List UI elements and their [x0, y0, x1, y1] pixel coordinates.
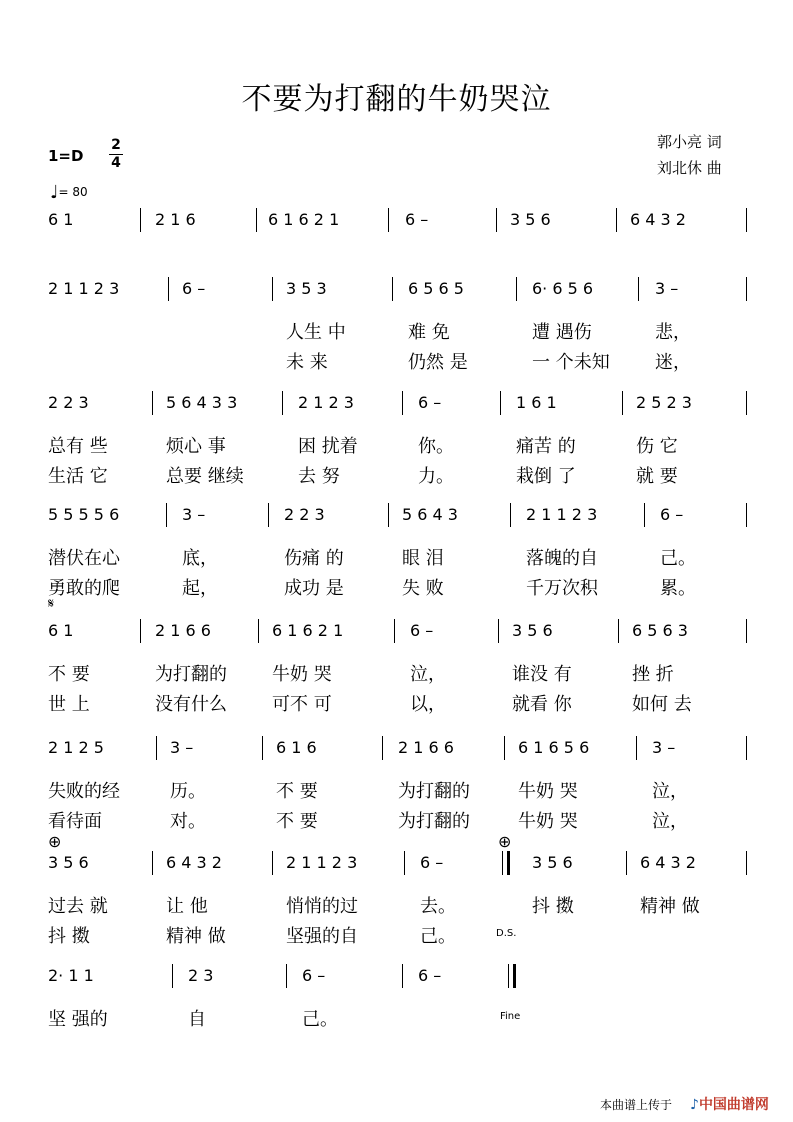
lyrics-verse-1	[0, 318, 793, 344]
lyrics-verse-1	[0, 660, 793, 686]
lyric-segment: 泣，	[652, 811, 688, 832]
measure-notes: 6 –	[182, 279, 206, 298]
measure-notes: 2 1 1 2 3	[526, 505, 598, 524]
measure-notes: 3 5 3	[286, 279, 327, 298]
measure-notes: 6 1 6 2 1	[268, 210, 340, 229]
measure-notes: 6 –	[420, 853, 444, 872]
measure-notes: 3 –	[182, 505, 206, 524]
lyric-segment: 伤 它	[636, 436, 678, 457]
lyrics-verse-1	[0, 544, 793, 570]
lyric-segment: 泣，	[652, 781, 688, 802]
notes-row	[0, 738, 793, 764]
measure-notes: 6 –	[660, 505, 684, 524]
time-signature-top: 2	[111, 137, 121, 153]
lyric-segment: 悄悄的过	[286, 896, 358, 917]
measure-notes: 6 –	[302, 966, 326, 985]
coda-mark: ⊕	[498, 832, 512, 851]
measure-notes: 6 1	[48, 210, 74, 229]
measure-notes: 3 5 6	[532, 853, 573, 872]
measure-notes: 2 1 6 6	[155, 621, 211, 640]
measure-notes: 6 1	[48, 621, 74, 640]
lyric-segment: 底，	[182, 548, 218, 569]
measure-notes: 2 2 3	[284, 505, 325, 524]
notes-row	[0, 505, 793, 531]
lyric-segment: 对。	[170, 811, 206, 832]
measure-notes: 3 5 6	[48, 853, 89, 872]
lyrics-verse-2	[0, 922, 793, 948]
lyric-segment: 困 扰着	[298, 436, 358, 457]
lyrics-verse-2	[0, 690, 793, 716]
notes-row	[0, 393, 793, 419]
segno-mark: 𝄋	[48, 596, 55, 612]
measure-notes: 2 1 2 3	[298, 393, 354, 412]
measure-notes: 6 4 3 2	[630, 210, 686, 229]
lyric-segment: 为打翻的	[398, 811, 470, 832]
time-signature-bottom: 4	[111, 155, 121, 171]
lyric-segment: 可不 可	[272, 694, 332, 715]
tempo-marking	[50, 180, 88, 201]
lyric-segment: 就 要	[636, 466, 678, 487]
lyric-segment: 牛奶 哭	[518, 781, 578, 802]
lyric-segment: 挫 折	[632, 664, 674, 685]
measure-notes: 1 6 1	[516, 393, 557, 412]
lyric-segment: 成功 是	[284, 578, 344, 599]
tempo-value: = 80	[58, 185, 88, 199]
measure-notes: 6 4 3 2	[640, 853, 696, 872]
measure-notes: 6 4 3 2	[166, 853, 222, 872]
measure-notes: 3 5 6	[510, 210, 551, 229]
measure-notes: 6 –	[410, 621, 434, 640]
lyric-segment: 泣，	[410, 664, 446, 685]
measure-notes: 5 5 5 5 6	[48, 505, 120, 524]
measure-notes: 6 5 6 3	[632, 621, 688, 640]
lyric-segment: 己。	[660, 548, 696, 569]
measure-notes: 2· 1 1	[48, 966, 94, 985]
lyric-segment: 牛奶 哭	[518, 811, 578, 832]
lyric-segment: 过去 就	[48, 896, 108, 917]
measure-notes: 3 –	[655, 279, 679, 298]
page-title: 不要为打翻的牛奶哭泣	[241, 82, 552, 117]
lyrics-verse-1	[0, 892, 793, 918]
notes-row	[0, 210, 793, 236]
lyric-segment: 未 来	[286, 352, 328, 373]
measure-notes: 2 1 6 6	[398, 738, 454, 757]
lyrics-verse-1	[0, 432, 793, 458]
lyric-segment: 己。	[420, 926, 456, 947]
measure-notes: 2 1 1 2 3	[48, 279, 120, 298]
lyrics-verse-2	[0, 348, 793, 374]
lyric-segment: 不 要	[276, 811, 318, 832]
lyric-segment: 坚 强的	[48, 1009, 108, 1030]
lyric-segment: 眼 泪	[402, 548, 444, 569]
lyric-segment: 总有 些	[48, 436, 108, 457]
key-signature: 1=D	[48, 147, 84, 165]
lyric-segment: 己。	[302, 1009, 338, 1030]
site-logo[interactable]	[690, 1094, 769, 1114]
lyric-segment: 谁没 有	[512, 664, 572, 685]
lyric-segment: 总要 继续	[166, 466, 244, 487]
lyric-segment: 千万次积	[526, 578, 598, 599]
lyric-segment: 迷，	[655, 352, 691, 373]
coda-mark: ⊕	[48, 832, 62, 851]
lyric-segment: 没有什么	[155, 694, 227, 715]
lyric-segment: 一 个未知	[532, 352, 610, 373]
lyric-segment: 悲，	[655, 322, 691, 343]
lyric-segment: 人生 中	[286, 322, 346, 343]
lyric-segment: 精神 做	[640, 896, 700, 917]
lyric-segment: 难 免	[408, 322, 450, 343]
lyric-segment: 看待面	[48, 811, 102, 832]
notes-row	[0, 621, 793, 647]
measure-notes: 6 –	[405, 210, 429, 229]
measure-notes: 2 1 1 2 3	[286, 853, 358, 872]
measure-notes: 6 1 6 5 6	[518, 738, 590, 757]
lyrics-verse-1	[0, 1005, 793, 1031]
lyricist-credit: 郭小亮 词	[657, 133, 722, 151]
lyric-segment: 力。	[418, 466, 454, 487]
lyric-segment: 以，	[410, 694, 446, 715]
time-signature	[109, 138, 123, 171]
measure-notes: 2 2 3	[48, 393, 89, 412]
lyric-segment: 去。	[420, 896, 456, 917]
notes-row	[0, 853, 793, 879]
lyric-segment: 坚强的自	[286, 926, 358, 947]
measure-notes: 5 6 4 3	[402, 505, 458, 524]
lyric-segment: 勇敢的爬	[48, 578, 120, 599]
lyric-segment: 生活 它	[48, 466, 108, 487]
measure-notes: 6· 6 5 6	[532, 279, 594, 298]
measure-notes: 6 1 6 2 1	[272, 621, 344, 640]
lyric-segment: 抖 擞	[532, 896, 574, 917]
measure-notes: 2 1 6	[155, 210, 196, 229]
measure-notes: 5 6 4 3 3	[166, 393, 238, 412]
lyric-segment: 为打翻的	[155, 664, 227, 685]
lyric-segment: 栽倒 了	[516, 466, 576, 487]
lyric-segment: 抖 擞	[48, 926, 90, 947]
lyric-segment: 伤痛 的	[284, 548, 344, 569]
lyrics-verse-1	[0, 777, 793, 803]
lyric-segment: 潜伏在心	[48, 548, 120, 569]
lyric-segment: 起，	[182, 578, 218, 599]
lyric-segment: 让 他	[166, 896, 208, 917]
measure-notes: 3 –	[652, 738, 676, 757]
lyric-segment: 精神 做	[166, 926, 226, 947]
lyric-segment: 累。	[660, 578, 696, 599]
lyric-segment: 不 要	[48, 664, 90, 685]
measure-notes: 6 –	[418, 393, 442, 412]
lyric-segment: 失败的经	[48, 781, 120, 802]
lyric-segment: 烦心 事	[166, 436, 226, 457]
quarter-note-icon: ♩	[50, 182, 59, 203]
lyric-segment: 为打翻的	[398, 781, 470, 802]
lyric-segment: 就看 你	[512, 694, 572, 715]
lyric-segment: 落魄的自	[526, 548, 598, 569]
lyric-segment: 如何 去	[632, 694, 692, 715]
composer-credit: 刘北休 曲	[657, 159, 722, 177]
site-logo-text: 中国曲谱网	[698, 1097, 769, 1113]
measure-notes: 2 3	[188, 966, 214, 985]
lyric-segment: 你。	[418, 436, 454, 457]
upload-source-text: 本曲谱上传于	[600, 1098, 673, 1112]
notes-row	[0, 966, 793, 992]
lyric-segment: 不 要	[276, 781, 318, 802]
lyric-segment: 世 上	[48, 694, 90, 715]
music-note-icon: ♪	[690, 1097, 699, 1113]
fine-mark: Fine	[500, 1011, 521, 1022]
lyric-segment: 牛奶 哭	[272, 664, 332, 685]
measure-notes: 6 1 6	[276, 738, 317, 757]
notes-row	[0, 279, 793, 305]
measure-notes: 6 –	[418, 966, 442, 985]
measure-notes: 3 –	[170, 738, 194, 757]
measure-notes: 6 5 6 5	[408, 279, 464, 298]
lyric-segment: 去 努	[298, 466, 340, 487]
lyric-segment: 痛苦 的	[516, 436, 576, 457]
measure-notes: 3 5 6	[512, 621, 553, 640]
lyric-segment: 失 败	[402, 578, 444, 599]
lyric-segment: 自	[188, 1009, 206, 1030]
measure-notes: 2 1 2 5	[48, 738, 104, 757]
lyrics-verse-2	[0, 574, 793, 600]
lyric-segment: 历。	[170, 781, 206, 802]
lyrics-verse-2	[0, 807, 793, 833]
lyric-segment: 仍然 是	[408, 352, 468, 373]
measure-notes: 2 5 2 3	[636, 393, 692, 412]
ds-mark: D.S.	[496, 928, 517, 939]
lyric-segment: 遭 遇伤	[532, 322, 592, 343]
lyrics-verse-2	[0, 462, 793, 488]
